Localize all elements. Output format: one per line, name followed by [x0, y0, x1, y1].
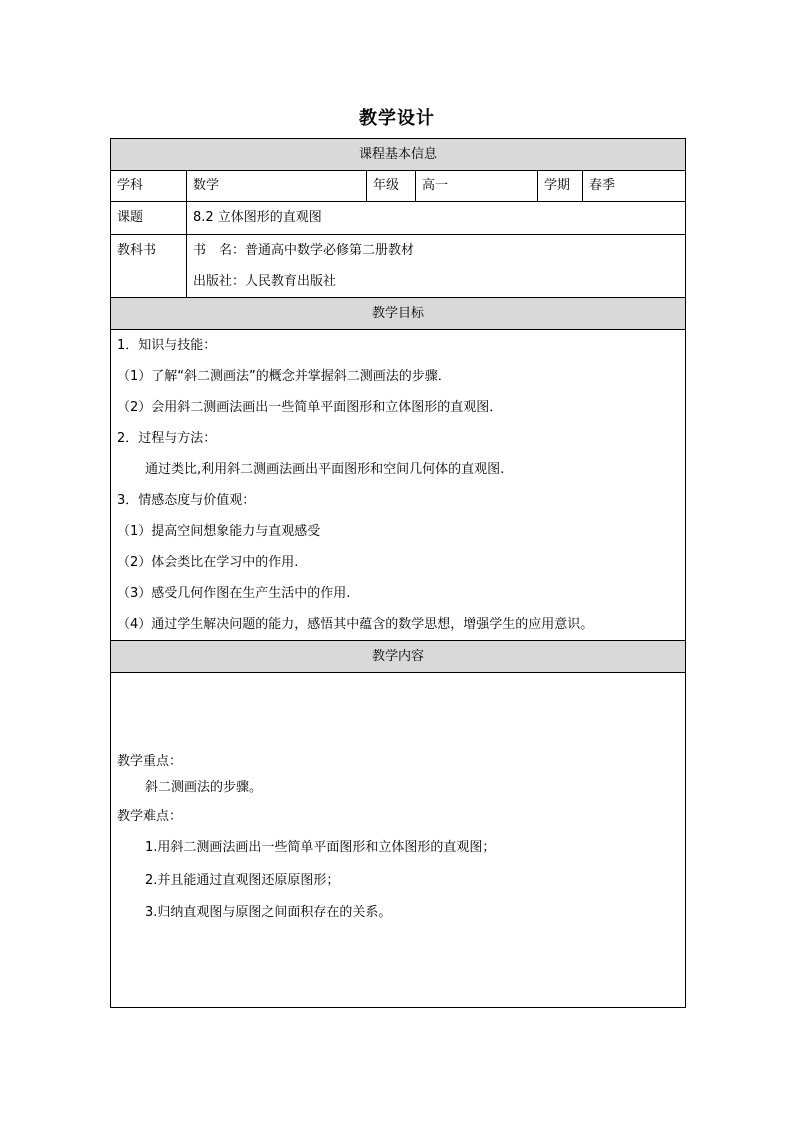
textbook-publisher: 出版社：人民教育出版社 [193, 274, 337, 289]
topic-label: 课题 [111, 202, 187, 235]
key-point-label: 教学重点： [117, 754, 183, 769]
grade-label: 年级 [367, 171, 416, 202]
basic-info-header: 课程基本信息 [111, 139, 686, 171]
subject-value: 数学 [187, 171, 367, 202]
textbook-name: 书 名：普通高中数学必修第二册教材 [193, 243, 415, 258]
goal-item: （2）会用斜二测画法画出一些简单平面图形和立体图形的直观图． [117, 400, 503, 415]
topic-value: 8.2 立体图形的直观图 [187, 202, 686, 235]
goal-item: （1）提高空间想象能力与直观感受 [117, 524, 321, 539]
lesson-plan-table [110, 138, 686, 1008]
goal-heading-attitude: 3．情感态度与价值观： [117, 493, 256, 508]
goals-header: 教学目标 [111, 298, 686, 330]
textbook-info [187, 235, 686, 298]
goal-item: （3）感受几何作图在生产生活中的作用. [117, 586, 351, 601]
goal-item: （1）了解“斜二测画法”的概念并掌握斜二测画法的步骤． [117, 369, 451, 384]
goal-item: （2）体会类比在学习中的作用. [117, 555, 299, 570]
term-value: 春季 [583, 171, 686, 202]
difficulty-item: 2.并且能通过直观图还原原图形； [145, 873, 340, 888]
goal-item: （4）通过学生解决问题的能力，感悟其中蕴含的数学思想，增强学生的应用意识。 [117, 617, 594, 632]
goal-heading-knowledge: 1．知识与技能： [117, 338, 217, 353]
content-body [111, 673, 686, 1008]
difficulty-label: 教学难点： [117, 809, 183, 824]
goals-body [111, 330, 686, 641]
subject-label: 学科 [111, 171, 187, 202]
term-label: 学期 [538, 171, 583, 202]
difficulty-item: 3.归纳直观图与原图之间面积存在的关系。 [145, 905, 392, 920]
content-header: 教学内容 [111, 641, 686, 673]
goal-item: 通过类比,利用斜二测画法画出平面图形和空间几何体的直观图. [145, 462, 505, 477]
goal-heading-process: 2．过程与方法： [117, 431, 217, 446]
difficulty-item: 1.用斜二测画法画出一些简单平面图形和立体图形的直观图； [145, 840, 496, 855]
grade-value: 高一 [416, 171, 538, 202]
textbook-label: 教科书 [111, 235, 187, 298]
key-point-text: 斜二测画法的步骤。 [145, 780, 263, 795]
document-title: 教学设计 [359, 108, 435, 129]
